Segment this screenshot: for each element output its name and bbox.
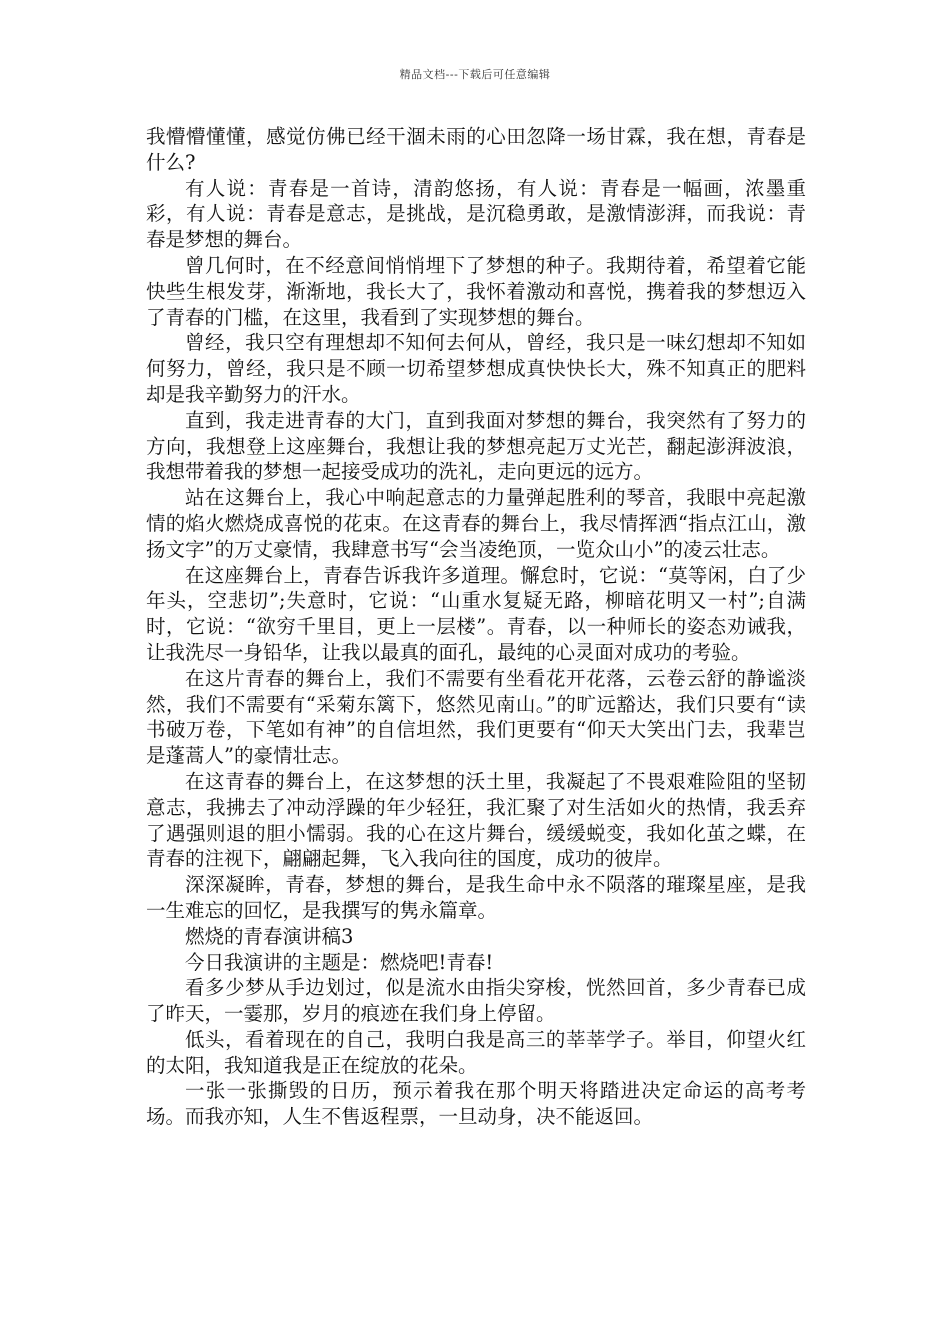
paragraph: 看多少梦从手边划过，似是流水由指尖穿梭，恍然回首，多少青春已成了昨天，一霎那，岁月的痕迹在我们身上停留。	[146, 976, 806, 1026]
paragraph: 低头，看着现在的自己，我明白我是高三的莘莘学子。举目，仰望火红的太阳，我知道我是正在绽放的花朵。	[146, 1027, 806, 1077]
paragraph: 曾经，我只空有理想却不知何去何从，曾经，我只是一味幻想却不知如何努力，曾经，我只是不顾一切希望梦想成真快快长大，殊不知真正的肥料却是我辛勤努力的汗水。	[146, 331, 806, 406]
paragraph: 在这片青春的舞台上，我们不需要有坐看花开花落，云卷云舒的静谧淡然，我们不需要有“采菊东篱下，悠然见南山。”的旷远豁达，我们只要有“读书破万卷，下笔如有神”的自信坦然，我们更要有“仰天大笑出门去，我辈岂是蓬蒿人”的豪情壮志。	[146, 666, 806, 768]
paragraph: 直到，我走进青春的大门，直到我面对梦想的舞台，我突然有了努力的方向，我想登上这座舞台，我想让我的梦想亮起万丈光芒，翻起澎湃波浪，我想带着我的梦想一起接受成功的洗礼，走向更远的远方。	[146, 408, 806, 484]
page-header: 精品文档---下载后可任意编辑	[399, 68, 551, 81]
paragraph: 深深凝眸，青春，梦想的舞台，是我生命中永不陨落的璀璨星座，是我一生难忘的回忆，是我撰写的隽永篇章。	[146, 873, 806, 922]
paragraph: 曾几何时，在不经意间悄悄埋下了梦想的种子。我期待着，希望着它能快些生根发芽，渐渐地，我长大了，我怀着激动和喜悦，携着我的梦想迈入了青春的门槛，在这里，我看到了实现梦想的舞台。	[146, 253, 806, 329]
section-title: 燃烧的青春演讲稿3	[185, 924, 354, 948]
paragraph: 有人说：青春是一首诗，清韵悠扬，有人说：青春是一幅画，浓墨重彩，有人说：青春是意志，是挑战，是沉稳勇敢，是激情澎湃，而我说：青春是梦想的舞台。	[146, 176, 806, 252]
paragraph: 今日我演讲的主题是：燃烧吧!青春!	[185, 950, 494, 974]
document-body	[146, 124, 806, 1130]
paragraph: 我懵懵懂懂，感觉仿佛已经干涸未雨的心田忽降一场甘霖，我在想，青春是什么?	[146, 125, 806, 174]
paragraph: 在这座舞台上，青春告诉我许多道理。懈怠时，它说：“莫等闲，白了少年头，空悲切”;失意时，它说：“山重水复疑无路，柳暗花明又一村”;自满时，它说：“欲穷千里目，更上一层楼”。青春，以一种师长的姿态劝诫我，让我洗尽一身铅华，让我以最真的面孔，最纯的心灵面对成功的考验。	[146, 563, 806, 664]
paragraph: 一张一张撕毁的日历，预示着我在那个明天将踏进决定命运的高考考场。而我亦知，人生不售返程票，一旦动身，决不能返回。	[146, 1079, 806, 1129]
paragraph: 在这青春的舞台上，在这梦想的沃土里，我凝起了不畏艰难险阻的坚韧意志，我拂去了冲动浮躁的年少轻狂，我汇聚了对生活如火的热情，我丢弃了遇强则退的胆小懦弱。我的心在这片舞台，缓缓蜕变，我如化茧之蝶，在青春的注视下，翩翩起舞，飞入我向往的国度，成功的彼岸。	[146, 769, 806, 871]
paragraph: 站在这舞台上，我心中响起意志的力量弹起胜利的琴音，我眼中亮起激情的焰火燃烧成喜悦的花束。在这青春的舞台上，我尽情挥洒“指点江山，激扬文字”的万丈豪情，我肆意书写“会当凌绝顶，一览众山小”的凌云壮志。	[146, 486, 806, 561]
